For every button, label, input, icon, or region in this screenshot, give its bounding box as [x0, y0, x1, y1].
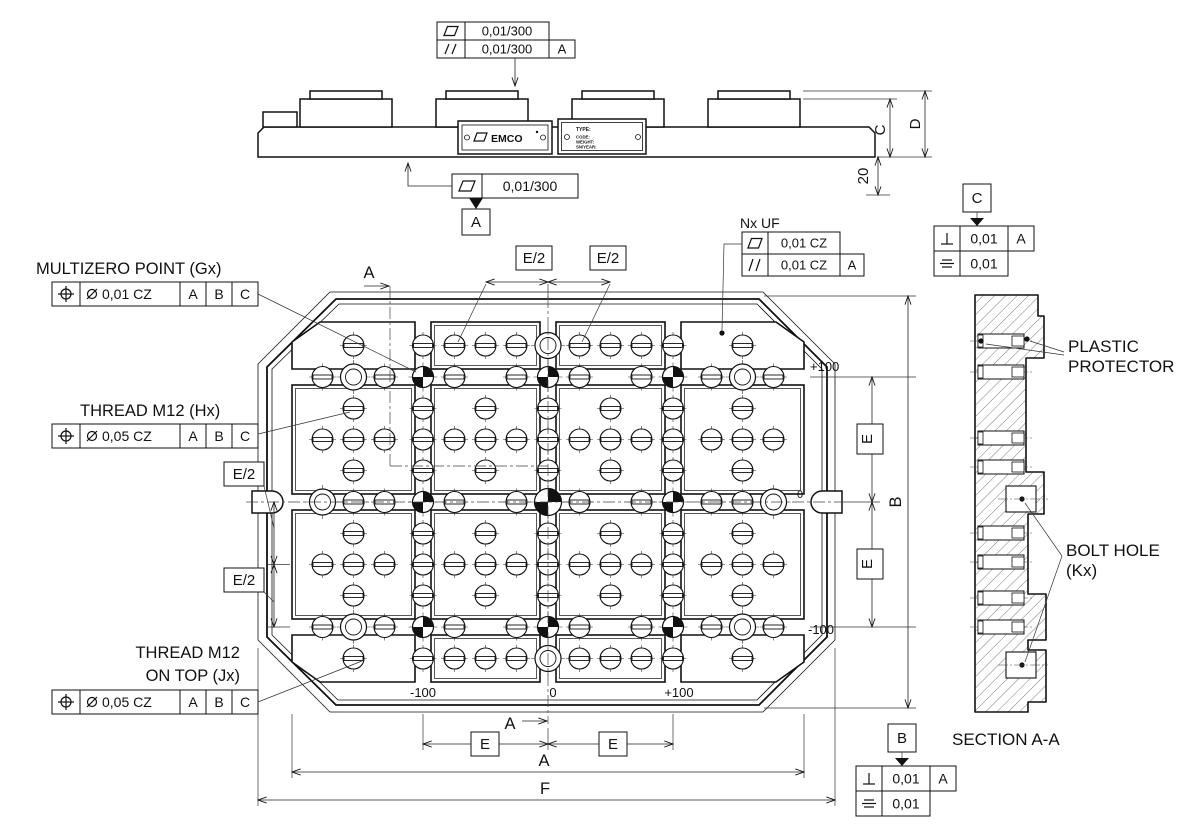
- dim-e2-label: E/2: [596, 250, 620, 267]
- multizero-title: MULTIZERO POINT (Gx): [36, 260, 222, 278]
- sym-value: 0,01: [970, 255, 998, 272]
- plastic-protector-dot: [1024, 336, 1029, 341]
- dim-e2-label: E/2: [522, 250, 546, 267]
- section-title: SECTION A-A: [952, 730, 1060, 749]
- parallelism-datum: A: [557, 41, 567, 57]
- datum-ref-c: C: [239, 428, 251, 444]
- parallelism-datum: A: [847, 257, 857, 273]
- flatness-value: 0,01/300: [481, 23, 533, 39]
- gdt-frame-top: [437, 22, 575, 86]
- coord-x-minus100: -100: [409, 685, 437, 700]
- datum-ref-a: A: [188, 286, 198, 302]
- section-thread-hole: [970, 620, 1032, 634]
- thread-top-title-2: ON TOP (Jx): [145, 667, 240, 685]
- sym-value: 0,01: [892, 795, 920, 812]
- perp-datum: A: [938, 770, 948, 787]
- section-thread-hole: [970, 555, 1032, 569]
- section-thread-hole: [970, 591, 1032, 605]
- perp-value: 0,01: [970, 230, 998, 247]
- dim-20-label: 20: [855, 167, 872, 185]
- dim-e-label: E: [607, 736, 619, 753]
- dim-b-label: B: [887, 496, 905, 508]
- flatness-value: 0,01 CZ: [780, 235, 828, 251]
- side-elevation-view: [258, 22, 932, 235]
- datum-ref-a: A: [188, 428, 198, 444]
- plate-type-label: TYPE:: [576, 127, 591, 133]
- datum-b-callout: [856, 724, 956, 816]
- plan-view: [224, 215, 916, 806]
- nx-uf-label: Nx UF: [740, 215, 780, 231]
- bolt-label-1: BOLT HOLE: [1066, 541, 1160, 560]
- dim-a-label: A: [538, 752, 550, 770]
- coord-y-minus100: -100: [808, 622, 835, 637]
- dim-e2-label: E/2: [232, 466, 256, 483]
- perp-datum: A: [1016, 230, 1026, 247]
- section-arrow-top: [363, 264, 389, 286]
- coord-y-plus100: +100: [810, 359, 840, 374]
- trademark-dot: [536, 131, 538, 133]
- flatness-value: 0,01/300: [502, 178, 558, 194]
- left-step-block: [263, 112, 297, 127]
- section-thread-hole: [970, 460, 1032, 474]
- section-thread-hole: [970, 431, 1032, 445]
- left-e2-dimensions: [224, 462, 290, 627]
- dim-d-label: D: [907, 118, 924, 130]
- section-aa-view: [952, 295, 1174, 749]
- datum-ref-b: B: [214, 286, 224, 302]
- datum-b-flag: B: [896, 730, 908, 747]
- datum-ref-b: B: [214, 428, 224, 444]
- dim-e2-label: E/2: [232, 572, 256, 589]
- bolt-label-2: (Kx): [1066, 561, 1098, 580]
- parallelism-value: 0,01/300: [481, 41, 533, 57]
- perp-value: 0,01: [892, 770, 920, 787]
- dim-e-label: E: [859, 558, 876, 570]
- thread-top-tolerance: 0,05 CZ: [102, 694, 152, 710]
- nx-uf-callout: [719, 215, 864, 336]
- section-arrow-label: A: [363, 264, 375, 282]
- thread-tolerance: 0,05 CZ: [102, 428, 152, 444]
- section-thread-hole: [970, 365, 1032, 379]
- gdt-leader: [408, 163, 452, 186]
- thread-top-title-1: THREAD M12: [135, 644, 240, 662]
- brand-nameplate: [458, 121, 552, 154]
- coord-x-plus100: +100: [664, 685, 694, 700]
- dim-f-label: F: [539, 780, 551, 798]
- multizero-tolerance: 0,01 CZ: [102, 286, 152, 302]
- leader-dot: [719, 330, 724, 335]
- section-thread-hole: [970, 526, 1032, 540]
- coord-x-zero: 0: [549, 685, 557, 700]
- datum-ref-c: C: [239, 694, 251, 710]
- coord-y-zero: 0: [797, 489, 804, 501]
- brand-name: EMCO: [491, 133, 523, 145]
- datum-triangle: [469, 198, 483, 209]
- plastic-label-1: PLASTIC: [1068, 337, 1139, 356]
- datum-c-flag: C: [971, 190, 983, 207]
- datum-ref-c: C: [239, 286, 251, 302]
- plastic-protector-dot: [978, 338, 983, 343]
- thread-title: THREAD M12 (Hx): [80, 402, 221, 420]
- datum-a-flag: A: [470, 214, 482, 231]
- datum-triangle: [970, 218, 984, 226]
- parallelism-value: 0,01 CZ: [780, 257, 828, 273]
- datum-triangle: [895, 758, 909, 766]
- type-nameplate: [558, 119, 646, 154]
- plate-weight-label: WEIGHT:: [576, 139, 595, 145]
- section-arrow-bottom: [504, 715, 547, 733]
- section-arrow-label: A: [504, 715, 516, 733]
- plastic-label-2: PROTECTOR: [1068, 357, 1175, 376]
- dim-e-label: E: [859, 433, 876, 445]
- dim-c-label: C: [872, 124, 889, 136]
- datum-ref-b: B: [214, 694, 224, 710]
- datum-ref-a: A: [188, 694, 198, 710]
- gdt-frame-bottom: [408, 163, 578, 235]
- dim-e-label: E: [479, 736, 491, 753]
- plate-code-label: CODE:: [576, 134, 590, 140]
- plate-sn-label: SN/YEAR:: [576, 144, 597, 150]
- datum-c-callout: [934, 184, 1034, 276]
